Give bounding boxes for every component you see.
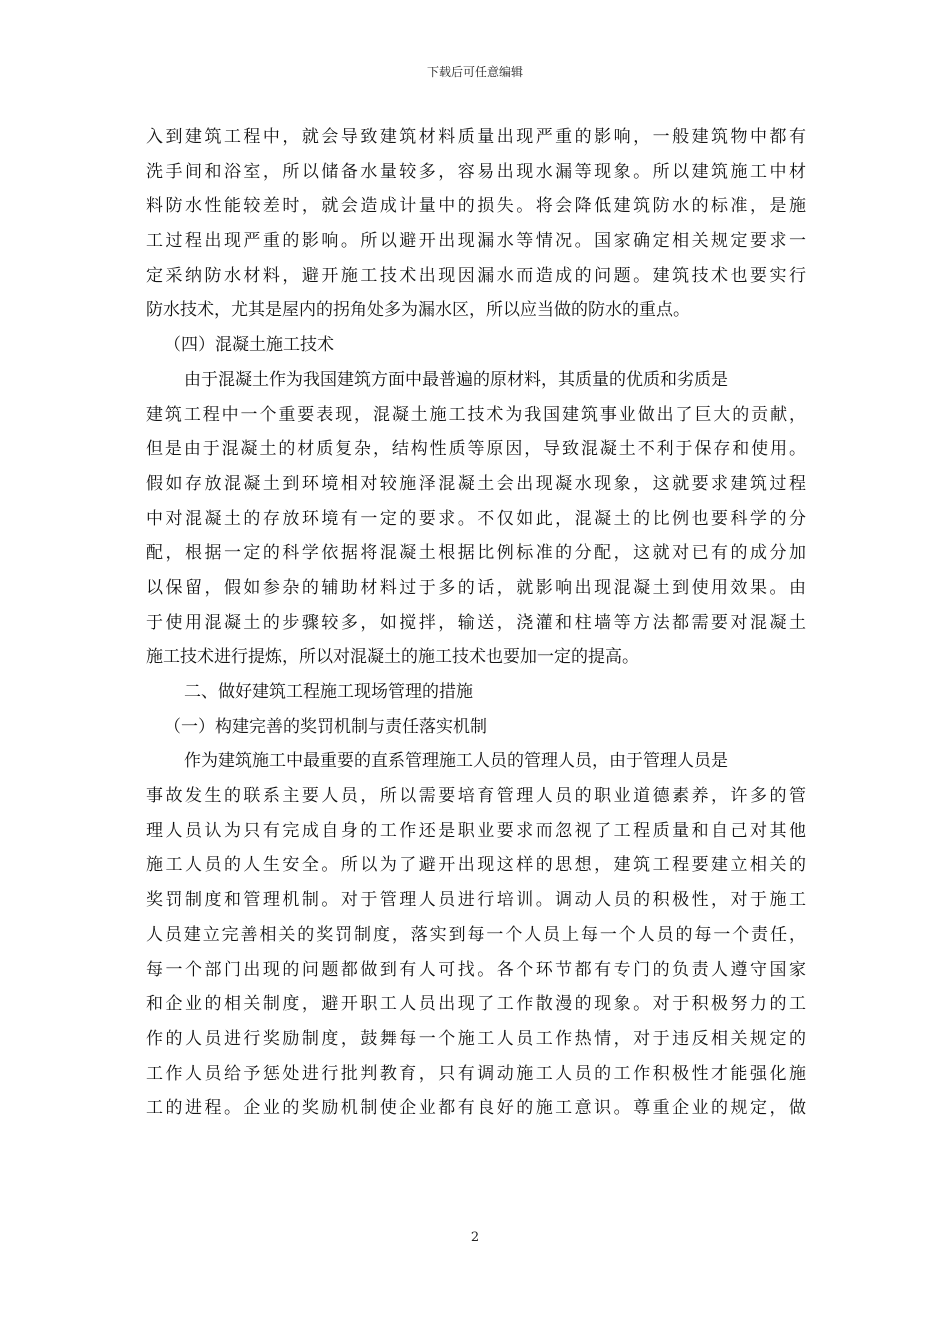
text-line: 每一个部门出现的问题都做到有人可找。各个环节都有专门的负责人遵守国家 [146, 959, 806, 980]
text-line: 作为建筑施工中最重要的直系管理施工人员的管理人员，由于管理人员是 [184, 751, 728, 772]
text-line: 中对混凝土的存放环境有一定的要求。不仅如此，混凝土的比例也要科学的分 [146, 508, 806, 529]
section-heading: 二、做好建筑工程施工现场管理的措施 [184, 682, 473, 702]
text-line: 理人员认为只有完成自身的工作还是职业要求而忽视了工程质量和自己对其他 [146, 820, 806, 841]
text-line: 假如存放混凝土到环境相对较施泽混凝土会出现凝水现象，这就要求建筑过程 [146, 473, 806, 494]
text-line: 工过程出现严重的影响。所以避开出现漏水等情况。国家确定相关规定要求一 [146, 231, 806, 252]
page-number: 2 [470, 1230, 480, 1245]
text-line: 施工技术进行提炼，所以对混凝土的施工技术也要加一定的提高。 [146, 647, 639, 668]
body-text [146, 120, 806, 1126]
text-line: 奖罚制度和管理机制。对于管理人员进行培训。调动人员的积极性，对于施工 [146, 890, 806, 911]
text-line: 工作人员给予惩处进行批判教育，只有调动施工人员的工作积极性才能强化施 [146, 1063, 806, 1084]
text-line: 作的人员进行奖励制度，鼓舞每一个施工人员工作热情，对于违反相关规定的 [146, 1028, 806, 1049]
text-line: 施工人员的人生安全。所以为了避开出现这样的思想，建筑工程要建立相关的 [146, 855, 806, 876]
text-line: 配，根据一定的科学依据将混凝土根据比例标准的分配，这就对已有的成分加 [146, 543, 806, 564]
text-line: 料防水性能较差时，就会造成计量中的损失。将会降低建筑防水的标准，是施 [146, 196, 806, 217]
subsection-heading: （一）构建完善的奖罚机制与责任落实机制 [164, 716, 487, 737]
page-header: 下载后可任意编辑 [426, 65, 523, 79]
text-line: 工的进程。企业的奖励机制使企业都有良好的施工意识。尊重企业的规定，做 [146, 1098, 806, 1119]
text-line: 以保留，假如参杂的辅助材料过于多的话，就影响出现混凝土到使用效果。由 [146, 577, 806, 598]
section-heading: （四）混凝土施工技术 [164, 335, 334, 356]
text-line: 事故发生的联系主要人员，所以需要培育管理人员的职业道德素养，许多的管 [146, 786, 806, 807]
text-line: 建筑工程中一个重要表现，混凝土施工技术为我国建筑事业做出了巨大的贡献， [146, 404, 806, 425]
text-line: 但是由于混凝土的材质复杂，结构性质等原因，导致混凝土不利于保存和使用。 [146, 439, 806, 460]
text-line: 由于混凝土作为我国建筑方面中最普遍的原材料，其质量的优质和劣质是 [184, 369, 728, 390]
text-line: 洗手间和浴室，所以储备水量较多，容易出现水漏等现象。所以建筑施工中材 [146, 161, 806, 182]
text-line: 防水技术，尤其是屋内的拐角处多为漏水区，所以应当做的防水的重点。 [146, 300, 690, 321]
text-line: 定采纳防水材料，避开施工技术出现因漏水而造成的问题。建筑技术也要实行 [146, 265, 806, 286]
text-line: 入到建筑工程中，就会导致建筑材料质量出现严重的影响，一般建筑物中都有 [146, 127, 806, 147]
text-line: 于使用混凝土的步骤较多，如搅拌，输送，浇灌和柱墙等方法都需要对混凝土 [146, 612, 806, 633]
text-line: 和企业的相关制度，避开职工人员出现了工作散漫的现象。对于积极努力的工 [146, 994, 806, 1015]
text-line: 人员建立完善相关的奖罚制度，落实到每一个人员上每一个人员的每一个责任， [146, 924, 806, 945]
